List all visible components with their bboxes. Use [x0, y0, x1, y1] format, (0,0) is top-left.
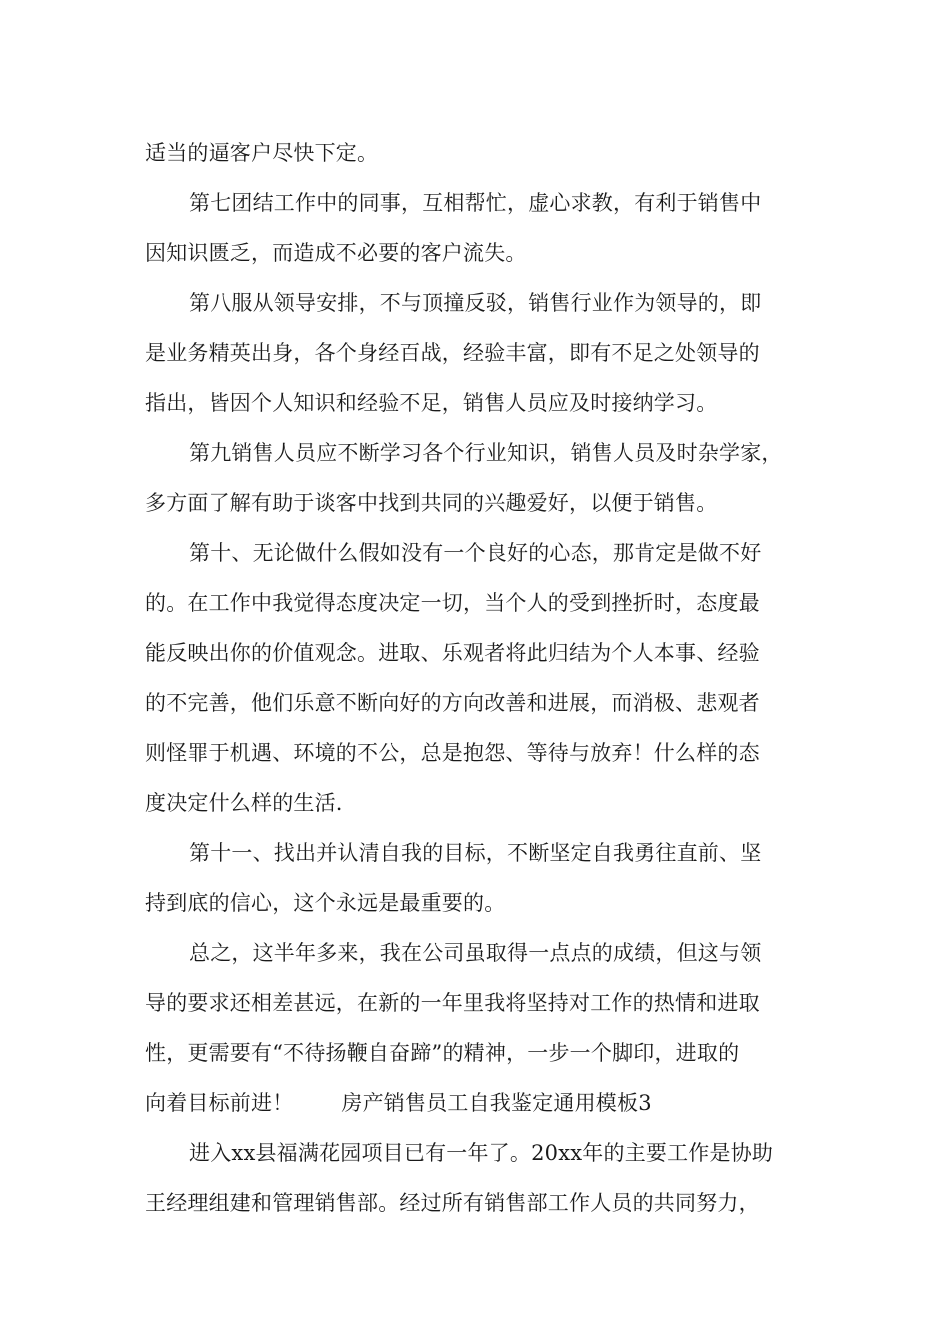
text-line: 第七团结工作中的同事，互相帮忙，虚心求教，有利于销售中 [189, 191, 762, 215]
text-line: 多方面了解有助于谈客中找到共同的兴趣爱好，以便于销售。 [145, 491, 718, 515]
inline-section-heading: 房产销售员工自我鉴定通用模板3 [341, 1091, 652, 1115]
text-line: 的。在工作中我觉得态度决定一切，当个人的受到挫折时，态度最 [145, 591, 760, 615]
text-line: 王经理组建和管理销售部。经过所有销售部工作人员的共同努力， [145, 1191, 760, 1215]
text-line: 度决定什么样的生活. [145, 791, 343, 815]
text-line: 第八服从领导安排，不与顶撞反驳，销售行业作为领导的，即 [189, 291, 762, 315]
text-line: 因知识匮乏，而造成不必要的客户流失。 [145, 241, 527, 265]
text-line: 第九销售人员应不断学习各个行业知识，销售人员及时杂学家， [189, 441, 783, 465]
text-line: 能反映出你的价值观念。进取、乐观者将此归结为个人本事、经验 [145, 641, 760, 665]
text-line: 第十、无论做什么假如没有一个良好的心态，那肯定是做不好 [189, 541, 762, 565]
text-line: 持到底的信心，这个永远是最重要的。 [145, 891, 506, 915]
text-line-part: 向着目标前进！ [145, 1091, 294, 1115]
text-line: 的不完善，他们乐意不断向好的方向改善和进展，而消极、悲观者 [145, 691, 760, 715]
text-line: 导的要求还相差甚远，在新的一年里我将坚持对工作的热情和进取 [145, 991, 760, 1015]
text-line: 进入xx县福满花园项目已有一年了。20xx年的主要工作是协助 [189, 1141, 774, 1165]
text-line: 是业务精英出身，各个身经百战，经验丰富，即有不足之处领导的 [145, 341, 760, 365]
text-line: 则怪罪于机遇、环境的不公，总是抱怨、等待与放弃！什么样的态 [145, 741, 760, 765]
document-body [145, 128, 807, 1228]
text-line: 指出，皆因个人知识和经验不足，销售人员应及时接纳学习。 [145, 391, 718, 415]
text-line: 性，更需要有“不待扬鞭自奋蹄”的精神，一步一个脚印，进取的 [145, 1041, 740, 1065]
text-line: 适当的逼客户尽快下定。 [145, 141, 379, 165]
text-line: 总之，这半年多来，我在公司虽取得一点点的成绩，但这与领 [189, 941, 762, 965]
text-line: 第十一、找出并认清自我的目标，不断坚定自我勇往直前、坚 [189, 841, 762, 865]
text-line-with-heading [145, 1078, 807, 1128]
